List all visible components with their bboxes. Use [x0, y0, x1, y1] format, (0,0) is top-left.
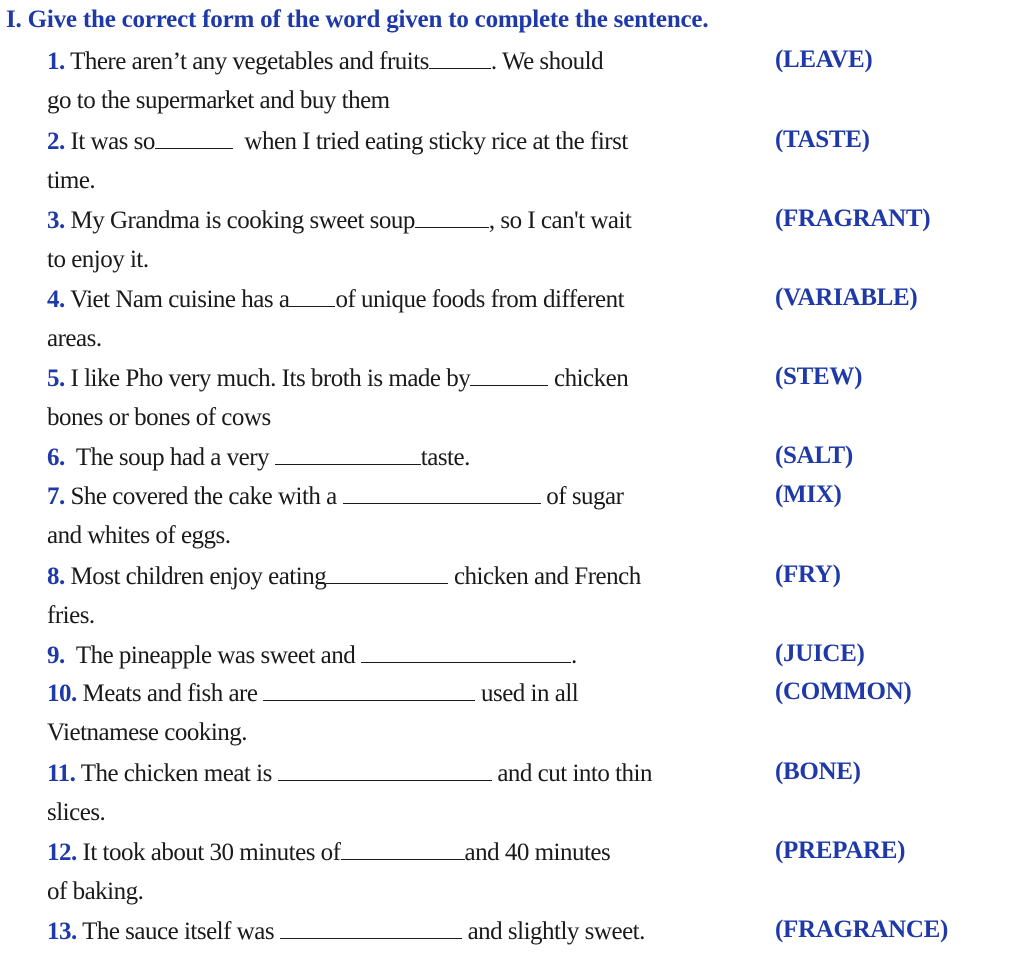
- keyword-8: (FRY): [775, 561, 841, 588]
- question-5: [47, 359, 757, 437]
- question-4: [47, 280, 757, 358]
- question-text: used in all: [480, 680, 579, 707]
- exercise-title: I. Give the correct form of the word given to complete the sentence.: [6, 6, 709, 33]
- question-text-continued: of baking.: [47, 878, 144, 905]
- question-1: [47, 42, 757, 120]
- question-text-continued: Vietnamese cooking.: [47, 719, 248, 746]
- question-6: [47, 438, 757, 477]
- question-3: [47, 201, 757, 279]
- answer-blank[interactable]: [343, 481, 541, 504]
- question-text: chicken and French: [453, 563, 641, 590]
- question-2: [47, 122, 757, 200]
- question-number: 2.: [47, 128, 65, 155]
- question-11: [47, 754, 757, 832]
- question-number: 7.: [47, 483, 65, 510]
- question-text: chicken: [554, 365, 629, 392]
- answer-blank[interactable]: [429, 46, 491, 69]
- keyword-2: (TASTE): [775, 126, 870, 153]
- question-text: Viet Nam cuisine has a: [70, 286, 290, 313]
- keyword-4: (VARIABLE): [775, 284, 918, 311]
- question-text-continued: areas.: [47, 325, 102, 352]
- question-text-continued: bones or bones of cows: [47, 404, 271, 431]
- question-text: and slightly sweet.: [467, 918, 645, 945]
- question-text: My Grandma is cooking sweet soup: [70, 207, 415, 234]
- answer-blank[interactable]: [361, 640, 571, 663]
- question-text: The sauce itself was: [82, 918, 275, 945]
- question-number: 9.: [47, 642, 65, 669]
- question-8: [47, 557, 757, 635]
- question-text: . We should: [490, 48, 604, 75]
- question-number: 4.: [47, 286, 65, 313]
- keyword-6: (SALT): [775, 442, 853, 469]
- question-text: It was so: [70, 128, 155, 155]
- keyword-5: (STEW): [775, 363, 863, 390]
- question-text: The soup had a very: [75, 444, 270, 471]
- question-text: and cut into thin: [497, 760, 652, 787]
- answer-blank[interactable]: [263, 678, 475, 701]
- question-text: She covered the cake with a: [70, 483, 337, 510]
- question-13: [47, 912, 757, 951]
- keyword-3: (FRAGRANT): [775, 205, 931, 232]
- keyword-13: (FRAGRANCE): [775, 916, 949, 943]
- answer-blank[interactable]: [275, 442, 421, 465]
- question-text: The chicken meat is: [80, 760, 272, 787]
- question-text: There aren’t any vegetables and fruits: [70, 48, 429, 75]
- question-number: 1.: [47, 48, 65, 75]
- question-number: 12.: [47, 839, 77, 866]
- question-number: 3.: [47, 207, 65, 234]
- question-10: [47, 674, 757, 752]
- question-text-continued: to enjoy it.: [47, 246, 149, 273]
- question-text: and 40 minutes: [464, 839, 611, 866]
- answer-blank[interactable]: [341, 837, 465, 860]
- question-number: 11.: [47, 760, 76, 787]
- question-text: Most children enjoy eating: [70, 563, 327, 590]
- answer-blank[interactable]: [155, 126, 233, 149]
- answer-blank[interactable]: [415, 205, 489, 228]
- answer-blank[interactable]: [289, 284, 335, 307]
- question-text-continued: and whites of eggs.: [47, 522, 231, 549]
- question-9: [47, 636, 757, 675]
- question-text: taste.: [420, 444, 470, 471]
- question-text-continued: time.: [47, 167, 96, 194]
- question-12: [47, 833, 757, 911]
- answer-blank[interactable]: [470, 363, 548, 386]
- question-text: It took about 30 minutes of: [82, 839, 341, 866]
- question-number: 8.: [47, 563, 65, 590]
- keyword-1: (LEAVE): [775, 46, 873, 73]
- question-text: I like Pho very much. Its broth is made by: [70, 365, 471, 392]
- question-text: .: [571, 642, 577, 669]
- keyword-7: (MIX): [775, 481, 842, 508]
- question-text: of sugar: [546, 483, 624, 510]
- question-text: when I tried eating sticky rice at the first: [244, 128, 628, 155]
- question-text: of unique foods from different: [335, 286, 625, 313]
- question-number: 13.: [47, 918, 77, 945]
- answer-blank[interactable]: [278, 758, 492, 781]
- keyword-12: (PREPARE): [775, 837, 906, 864]
- question-7: [47, 477, 757, 555]
- keyword-9: (JUICE): [775, 640, 865, 667]
- question-text-continued: go to the supermarket and buy them: [47, 87, 390, 114]
- question-number: 5.: [47, 365, 65, 392]
- question-text-continued: slices.: [47, 799, 106, 826]
- question-text: The pineapple was sweet and: [75, 642, 356, 669]
- answer-blank[interactable]: [280, 916, 462, 939]
- question-text: , so I can't wait: [488, 207, 632, 234]
- question-text: Meats and fish are: [82, 680, 258, 707]
- question-text-continued: fries.: [47, 602, 95, 629]
- keyword-11: (BONE): [775, 758, 861, 785]
- question-number: 10.: [47, 680, 77, 707]
- answer-blank[interactable]: [326, 561, 448, 584]
- keyword-10: (COMMON): [775, 678, 912, 705]
- question-number: 6.: [47, 444, 65, 471]
